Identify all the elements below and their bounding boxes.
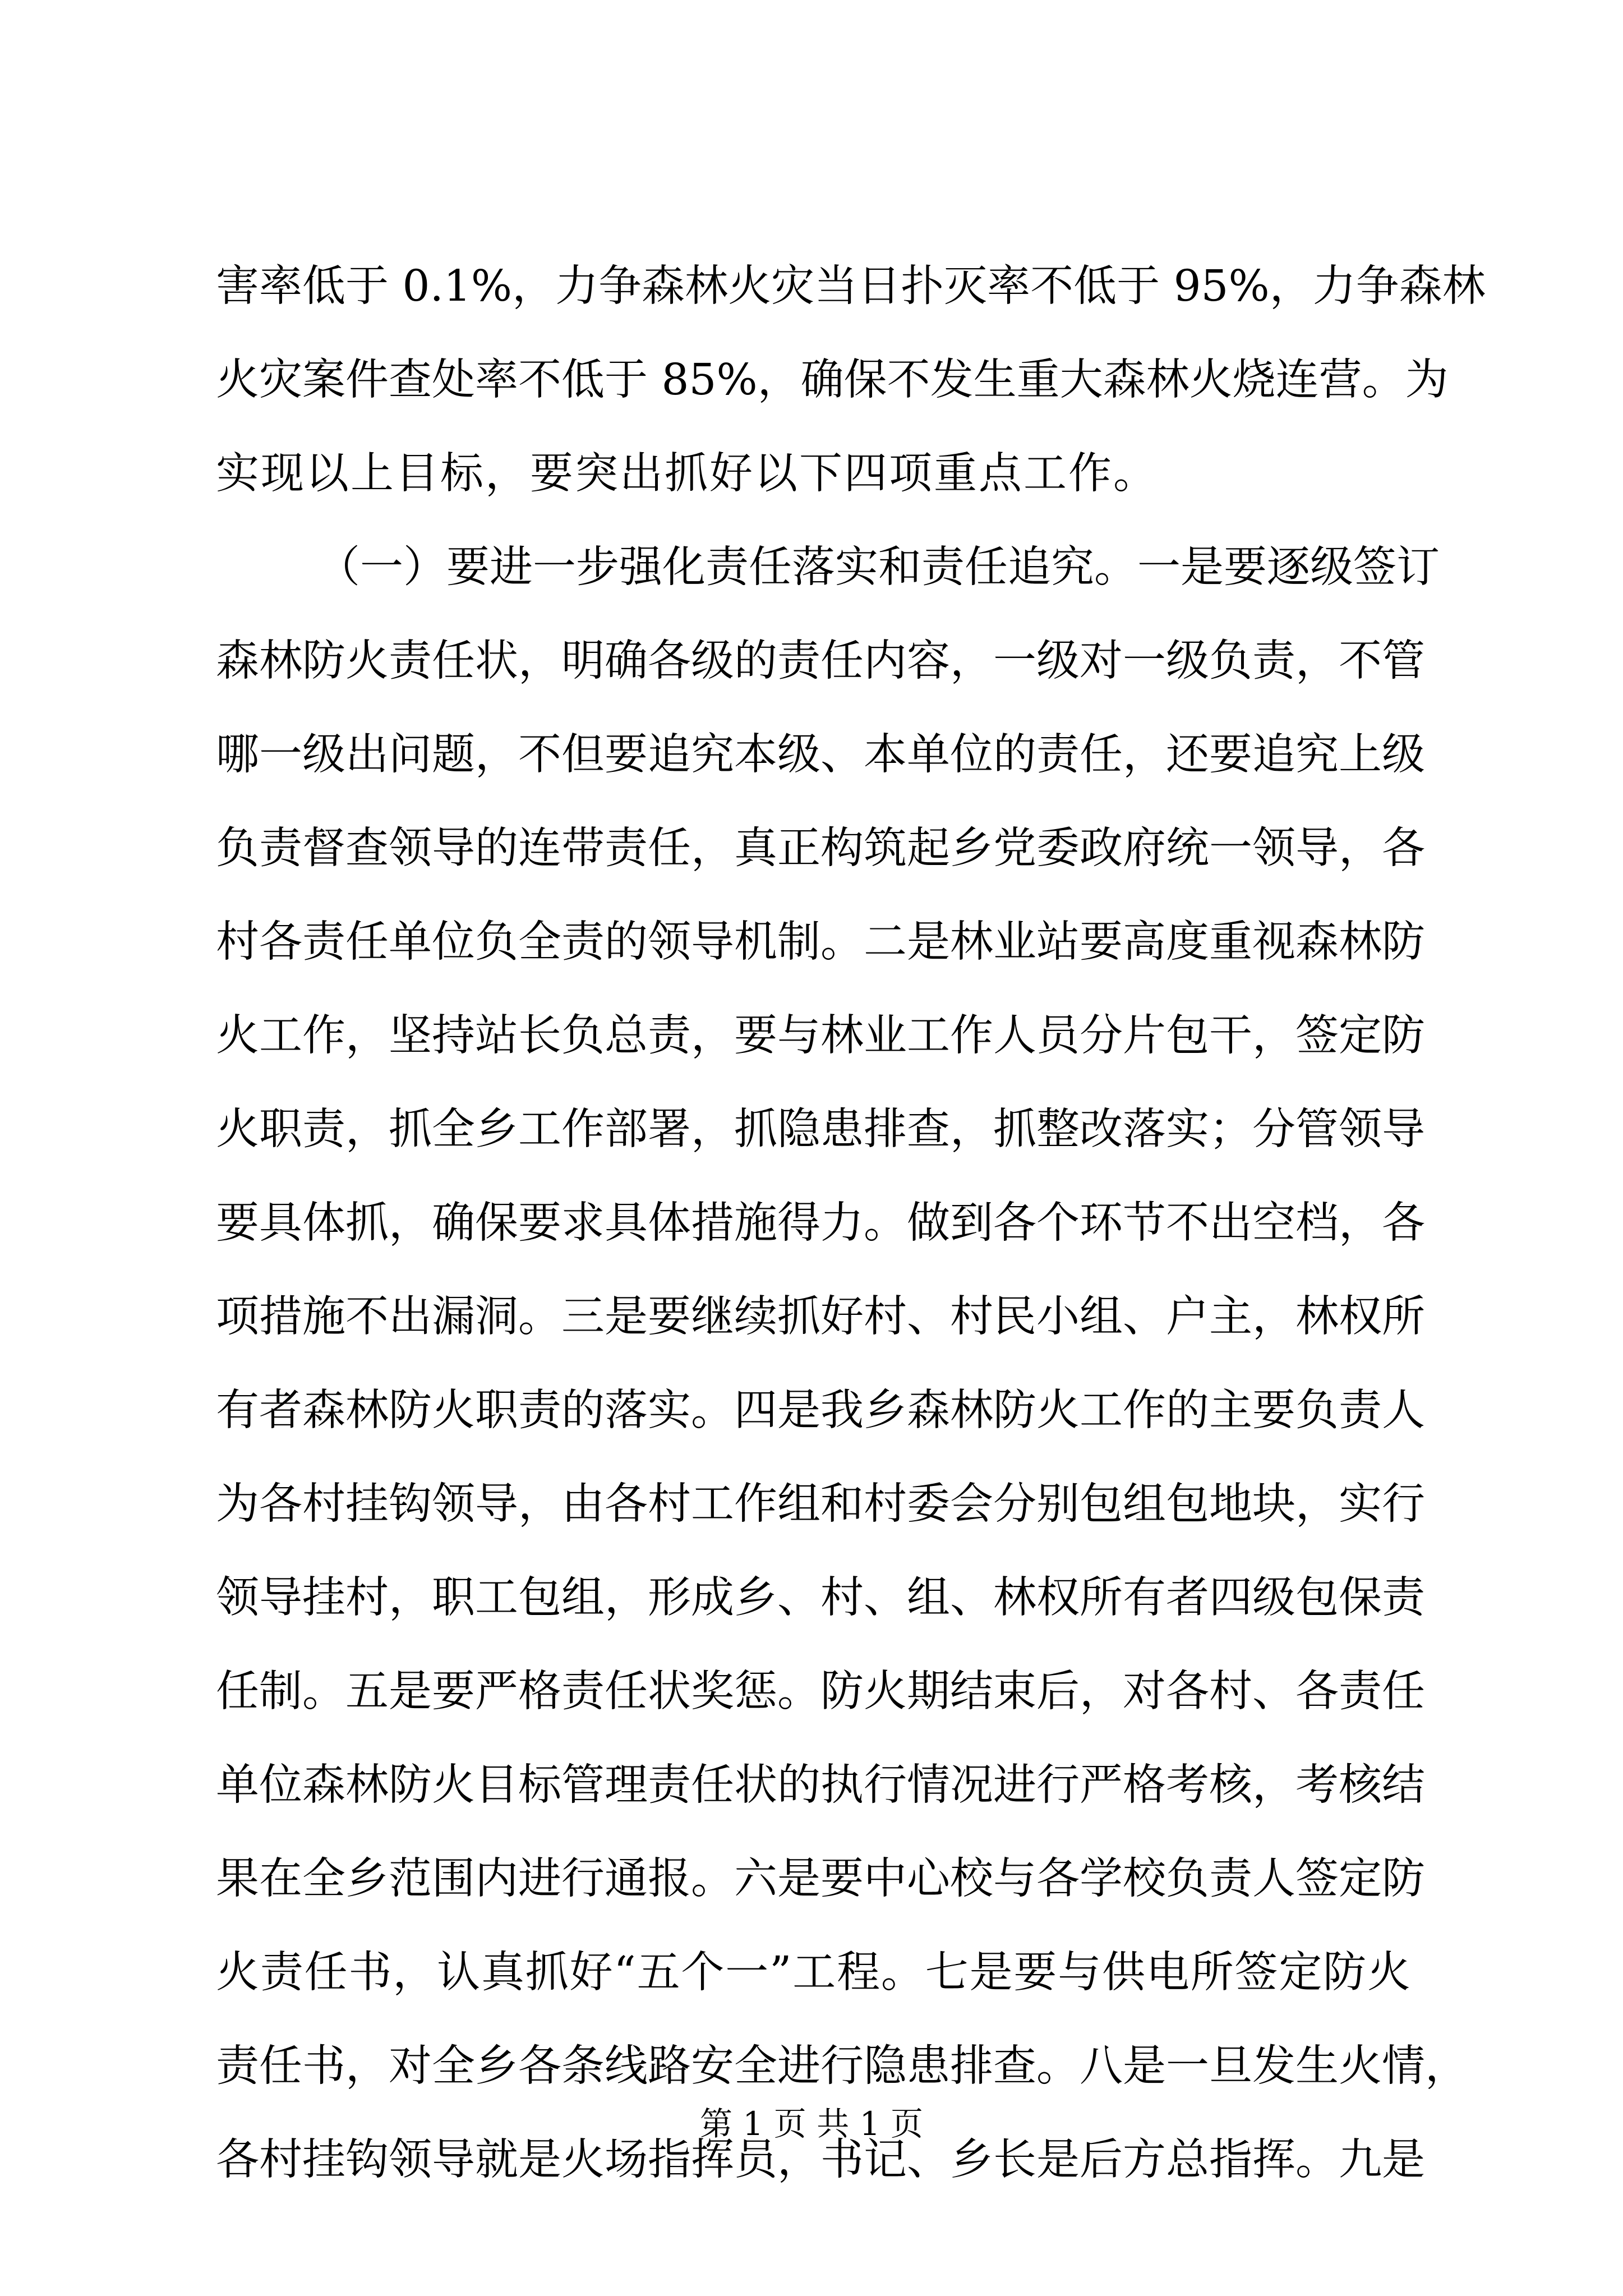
- body-text-line: 各村挂钩领导就是火场指挥员，书记、乡长是后方总指挥。九是: [216, 2135, 1425, 2185]
- body-text-line: 责任书，对全乡各条线路安全进行隐患排查。八是一旦发生火情，: [216, 2041, 1468, 2091]
- body-text-line: 为各村挂钩领导，由各村工作组和村委会分别包组包地块，实行: [216, 1479, 1425, 1529]
- body-text-line: 要具体抓，确保要求具体措施得力。做到各个环节不出空档，各: [216, 1198, 1425, 1248]
- page-footer: 第 1 页 共 1 页: [700, 2105, 923, 2143]
- body-text-line: 负责督查领导的连带责任，真正构筑起乡党委政府统一领导，各: [216, 823, 1425, 873]
- body-text-line: 火灾案件查处率不低于 85%，确保不发生重大森林火烧连营。为: [216, 355, 1449, 405]
- section-heading-line: （一）要进一步强化责任落实和责任追究。一是要逐级签订: [317, 542, 1440, 592]
- body-text-line: 火工作，坚持站长负总责，要与林业工作人员分片包干，签定防: [216, 1011, 1425, 1061]
- body-text-line: 任制。五是要严格责任状奖惩。防火期结束后，对各村、各责任: [216, 1667, 1425, 1717]
- body-text-line: 项措施不出漏洞。三是要继续抓好村、村民小组、户主，林权所: [216, 1292, 1425, 1342]
- body-text-line: 领导挂村，职工包组，形成乡、村、组、林权所有者四级包保责: [216, 1573, 1425, 1623]
- body-text-line: 单位森林防火目标管理责任状的执行情况进行严格考核，考核结: [216, 1760, 1425, 1810]
- body-text-line: 火责任书，认真抓好“五个一”工程。七是要与供电所签定防火: [216, 1948, 1410, 1998]
- body-text-line: 害率低于 0.1%，力争森林火灾当日扑灭率不低于 95%，力争森林: [216, 261, 1486, 311]
- body-text-line: 有者森林防火职责的落实。四是我乡森林防火工作的主要负责人: [216, 1386, 1425, 1435]
- body-text-line: 森林防火责任状，明确各级的责任内容，一级对一级负责，不管: [216, 636, 1425, 686]
- body-text-line: 果在全乡范围内进行通报。六是要中心校与各学校负责人签定防: [216, 1854, 1425, 1904]
- body-text-line: 哪一级出问题，不但要追究本级、本单位的责任，还要追究上级: [216, 730, 1425, 780]
- body-text-line: 火职责，抓全乡工作部署，抓隐患排查，抓整改落实；分管领导: [216, 1105, 1425, 1154]
- body-text-line: 实现以上目标，要突出抓好以下四项重点工作。: [216, 449, 1158, 499]
- body-text-line: 村各责任单位负全责的领导机制。二是林业站要高度重视森林防: [216, 917, 1425, 967]
